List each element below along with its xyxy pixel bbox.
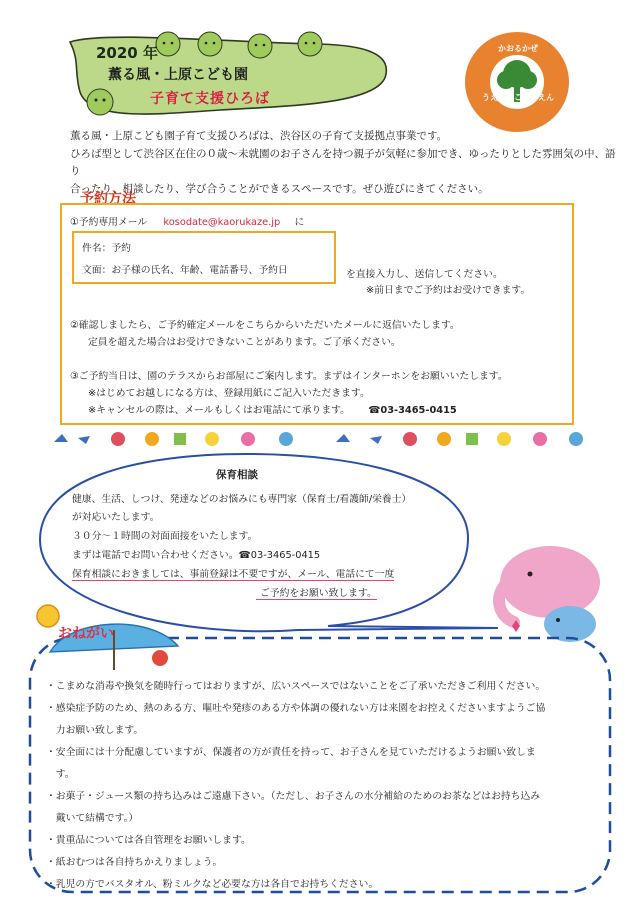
list-item: ・こまめな消毒や換気を随時行ってはおりますが、広いスペースではないことをご了承いただきご利用ください。 — [46, 681, 546, 692]
requests-list — [46, 676, 594, 896]
reservation-title: 予約方法 — [80, 191, 136, 207]
step2-line2: 定員を超えた場合はお受けできないことがあります。ご了承ください。 — [88, 337, 401, 348]
list-item: す。 — [46, 769, 75, 780]
list-item: ・お菓子・ジュース類の持ち込みはご遠慮下さい。（ただし、お子さんの水分補給のためのお茶などはお持ち込み — [46, 791, 541, 802]
after-box-text: を直接入力し、送信してください。 — [346, 269, 503, 280]
step3-line2: ※はじめてお越しになる方は、登録用紙にご記入いただきます。 — [88, 388, 370, 399]
list-item: ・紙おむつは各自持ちかえりましょう。 — [46, 857, 223, 868]
consultation-title: 保育相談 — [216, 469, 258, 481]
list-item: ・貴重品については各自管理をお願いします。 — [46, 835, 251, 846]
reservation-email-link[interactable]: kosodate@kaorukaze.jp — [163, 217, 281, 228]
subject-line: 件名：予約 — [82, 243, 131, 254]
step2-line1: ②確認しましたら、ご予約確定メールをこちらからいただいたメールに返信いたします。 — [70, 320, 460, 331]
requests-label: おねがい — [58, 626, 114, 642]
step1-line — [70, 214, 304, 228]
intro-line: 合ったり、相談したり、学び合うことができるスペースです。ぜひ遊びにきてください。 — [70, 182, 489, 195]
consultation-line3: ３０分～１時間の対面面接をいたします。 — [72, 531, 258, 542]
list-item: ・感染症予防のため、熱のある方、嘔吐や発疹のある方や体調の優れない方は来園をお控えくださいますようご協 — [46, 703, 546, 714]
header-year: 2020 年 — [96, 44, 158, 62]
step1-suffix: に — [294, 217, 305, 228]
toy-border-decoration — [48, 428, 588, 450]
intro-paragraph — [70, 128, 620, 198]
program-name: 子育て支援ひろば — [150, 91, 270, 107]
list-item: ・安全面には十分配慮していますが、保護者の方が責任を持って、お子さんを見ていただけるようお願い致しま — [46, 747, 536, 758]
consultation-line6: ご予約をお願い致します。 — [256, 585, 377, 600]
elephants-illustration — [484, 536, 604, 646]
step1-prefix: ①予約専用メール — [70, 217, 148, 228]
cancel-note: ※キャンセルの際は、メールもしくはお電話にて承ります。 — [88, 405, 350, 416]
consultation-line1: 健康、生活、しつけ、発達などのお悩みにも専門家（保育士/看護師/栄養士） — [72, 494, 412, 505]
body-line: 文面：お子様の氏名、年齢、電話番号、予約日 — [82, 265, 288, 276]
step3-line1: ③ご予約当日は、園のテラスからお部屋にご案内します。まずはインターホンをお願いいたします。 — [70, 371, 508, 382]
intro-line: ひろば型として渋谷区在住の０歳～未就園のお子さんを持つ親子が気軽に参加でき、ゆったりとした雰囲気の中、語り — [70, 147, 616, 177]
list-item: ・乳児の方でバスタオル、粉ミルクなど必要な方は各自でお持ちください。 — [46, 879, 379, 890]
list-item: 力お願い致します。 — [46, 725, 144, 736]
note-prev-day: ※前日までご予約はお受けできます。 — [366, 285, 531, 296]
consultation-line2: が対応いたします。 — [72, 512, 160, 523]
consultation-line5: 保育相談におきましては、事前登録は不要ですが、メール、電話にて一度 — [72, 566, 394, 581]
logo-bottom-text: うえはらこどもえん — [482, 93, 554, 102]
logo-top-text: かおるかぜ — [498, 44, 538, 53]
intro-line: 薫る風・上原こども園子育て支援ひろばは、渋谷区の子育て支援拠点事業です。 — [70, 130, 448, 142]
step3-line3 — [88, 402, 457, 416]
email-template-box — [72, 231, 336, 284]
facility-name: 薫る風・上原こども園 — [108, 67, 248, 83]
list-item: 戴いて結構です。） — [46, 813, 139, 824]
consultation-line4: まずは電話でお問い合わせください。☎03-3465-0415 — [72, 550, 321, 561]
reservation-phone: ☎03-3465-0415 — [368, 405, 457, 416]
